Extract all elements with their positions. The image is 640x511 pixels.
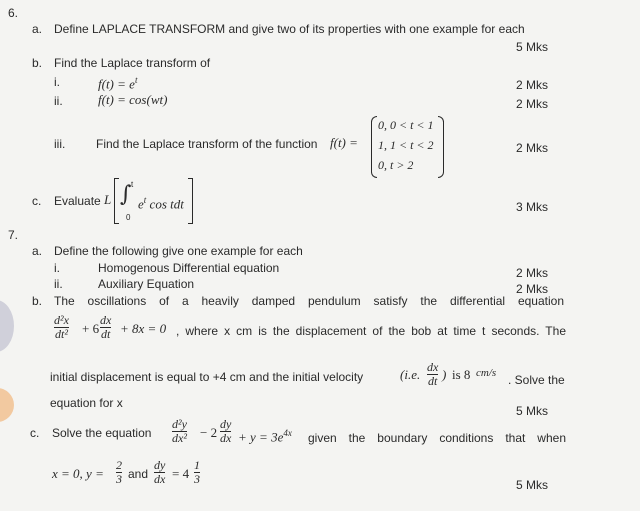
subpart-label: i. — [54, 75, 60, 89]
math-expression: + $y = 3e^{4x}$ — [238, 428, 292, 445]
marks: 2 Mks — [515, 141, 548, 155]
fraction: d²x dt² — [54, 313, 69, 341]
question-number: 6. — [8, 6, 19, 20]
question-text: Find the Laplace transform of the function — [96, 137, 318, 151]
math-expression: f(t) = cos(wt) — [98, 92, 168, 107]
marks: 2 Mks — [515, 78, 548, 92]
part-label: c. — [30, 426, 40, 440]
integral-upper: t — [131, 180, 134, 189]
fraction: 2 3 — [116, 458, 122, 486]
question-text: , where x cm is the displacement of the bob at time t seconds. The — [176, 324, 566, 338]
velocity-unit: cm/s — [476, 367, 497, 379]
fraction: dx dt — [100, 313, 112, 341]
piecewise-case: 0, t > 2 — [378, 158, 414, 172]
question-text: Homogenous Differential equation — [98, 261, 280, 275]
math-expression: + 6 — [82, 321, 100, 336]
laplace-operator: L — [104, 192, 112, 207]
part-label: a. — [32, 244, 43, 258]
question-text: Find the Laplace transform of — [54, 56, 211, 70]
question-text: . Solve the — [508, 373, 565, 387]
piecewise-brace — [371, 116, 377, 178]
question-text: Auxiliary Equation — [98, 277, 195, 291]
integral-sign: ∫ — [120, 182, 132, 207]
fraction: 1 3 — [194, 458, 200, 486]
part-label: b. — [32, 294, 43, 308]
subpart-label: ii. — [54, 277, 63, 291]
question-text: Define LAPLACE TRANSFORM and give two of its properties with one example for each — [54, 22, 525, 36]
part-label: c. — [32, 194, 42, 208]
question-number: 7. — [8, 228, 19, 242]
subpart-label: ii. — [54, 94, 63, 108]
decorative-blob — [0, 388, 14, 422]
subpart-label: iii. — [54, 137, 66, 151]
piecewise-case: 1, 1 < t < 2 — [378, 138, 434, 152]
question-text: equation for x — [50, 396, 123, 410]
math-expression: is 8 — [452, 367, 471, 382]
question-text: initial displacement is equal to +4 cm and the initial velocity — [50, 370, 364, 384]
marks: 5 Mks — [515, 40, 548, 54]
math-expression: − 2 — [200, 425, 218, 440]
marks: 2 Mks — [515, 282, 548, 296]
math-expression: = 4 — [172, 466, 190, 481]
fraction: dy dx — [154, 458, 166, 486]
question-text: Solve the equation — [52, 426, 152, 440]
marks: 5 Mks — [515, 478, 548, 492]
decorative-blob — [0, 300, 14, 352]
marks: 2 Mks — [515, 97, 548, 111]
marks: 3 Mks — [515, 200, 548, 214]
fraction: dx dt — [427, 360, 439, 388]
math-expression: $f(t) = e^t$ — [98, 75, 138, 92]
question-text: given the boundary conditions that when — [308, 431, 566, 445]
question-text: The oscillations of a heavily damped pendulum satisfy the differential equation — [54, 294, 564, 308]
part-label: b. — [32, 56, 43, 70]
marks: 5 Mks — [515, 404, 548, 418]
bracket — [188, 178, 193, 224]
fraction: d²y dx² — [172, 417, 187, 445]
marks: 2 Mks — [515, 266, 548, 280]
math-expression: f(t) = — [330, 135, 358, 150]
question-text: Define the following give one example for each — [54, 244, 303, 258]
math-expression: $e^t$ cos tdt — [138, 195, 184, 212]
piecewise-brace — [438, 116, 444, 178]
math-expression: x = 0, y = — [52, 466, 104, 481]
math-expression: + 8x = 0 — [120, 321, 167, 336]
piecewise-case: 0, 0 < t < 1 — [378, 118, 434, 132]
question-text: Evaluate — [54, 194, 101, 208]
fraction: dy dx — [220, 417, 232, 445]
part-label: a. — [32, 22, 43, 36]
question-text: and — [128, 467, 149, 481]
integral-lower: 0 — [126, 213, 131, 222]
math-expression: ) — [442, 367, 447, 382]
subpart-label: i. — [54, 261, 60, 275]
bracket — [114, 178, 119, 224]
math-expression: (i.e. — [400, 367, 421, 382]
